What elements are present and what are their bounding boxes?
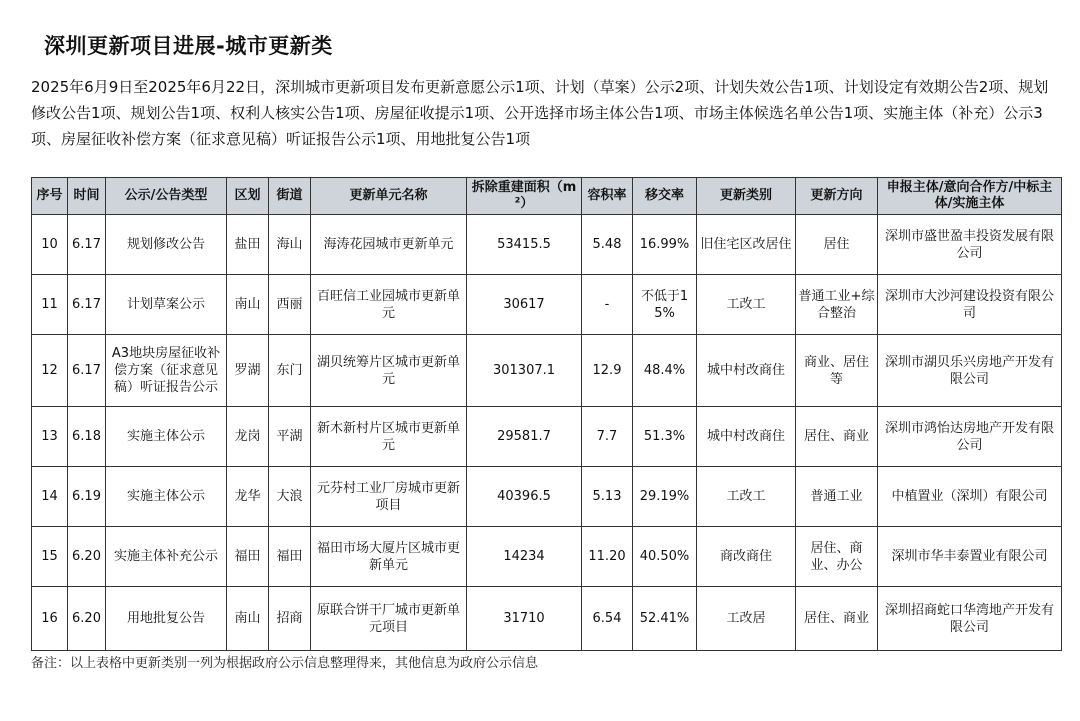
cell-notice-type: 实施主体公示 (106, 467, 227, 527)
cell-far: 7.7 (582, 407, 633, 467)
cell-index: 12 (32, 335, 68, 407)
cell-area: 53415.5 (467, 215, 582, 275)
cell-far: 5.13 (582, 467, 633, 527)
cell-notice-type: 规划修改公告 (106, 215, 227, 275)
cell-transfer-rate: 48.4% (633, 335, 697, 407)
cell-direction: 居住 (796, 215, 878, 275)
cell-entity: 深圳市鸿怡达房地产开发有限公司 (878, 407, 1062, 467)
col-header-area: 拆除重建面积（m²） (467, 178, 582, 215)
cell-unit-name: 福田市场大厦片区城市更新单元 (311, 527, 467, 587)
cell-street: 平湖 (269, 407, 311, 467)
cell-direction: 居住、商业、办公 (796, 527, 878, 587)
cell-unit-name: 新木新村片区城市更新单元 (311, 407, 467, 467)
table-row (32, 335, 1062, 407)
cell-transfer-rate: 16.99% (633, 215, 697, 275)
cell-date: 6.19 (68, 467, 106, 527)
cell-district: 龙岗 (227, 407, 269, 467)
cell-area: 29581.7 (467, 407, 582, 467)
cell-street: 大浪 (269, 467, 311, 527)
cell-date: 6.17 (68, 335, 106, 407)
cell-unit-name: 湖贝统筹片区城市更新单元 (311, 335, 467, 407)
col-header-direction: 更新方向 (796, 178, 878, 215)
cell-direction: 普通工业 (796, 467, 878, 527)
col-header-notice-type: 公示/公告类型 (106, 178, 227, 215)
table-row (32, 467, 1062, 527)
col-header-index: 序号 (32, 178, 68, 215)
cell-category: 旧住宅区改居住 (697, 215, 796, 275)
cell-entity: 中植置业（深圳）有限公司 (878, 467, 1062, 527)
col-header-unit-name: 更新单元名称 (311, 178, 467, 215)
cell-street: 东门 (269, 335, 311, 407)
col-header-date: 时间 (68, 178, 106, 215)
cell-direction: 商业、居住等 (796, 335, 878, 407)
col-header-far: 容积率 (582, 178, 633, 215)
cell-street: 海山 (269, 215, 311, 275)
cell-unit-name: 元芬村工业厂房城市更新项目 (311, 467, 467, 527)
cell-notice-type: 用地批复公告 (106, 587, 227, 651)
cell-index: 15 (32, 527, 68, 587)
cell-date: 6.18 (68, 407, 106, 467)
cell-index: 11 (32, 275, 68, 335)
cell-unit-name: 原联合饼干厂城市更新单元项目 (311, 587, 467, 651)
cell-index: 14 (32, 467, 68, 527)
cell-district: 南山 (227, 275, 269, 335)
cell-district: 罗湖 (227, 335, 269, 407)
cell-area: 40396.5 (467, 467, 582, 527)
cell-entity: 深圳市大沙河建设投资有限公司 (878, 275, 1062, 335)
cell-direction: 居住、商业 (796, 407, 878, 467)
cell-far: 6.54 (582, 587, 633, 651)
cell-area: 14234 (467, 527, 582, 587)
col-header-district: 区划 (227, 178, 269, 215)
cell-district: 龙华 (227, 467, 269, 527)
cell-district: 盐田 (227, 215, 269, 275)
cell-entity: 深圳市盛世盈丰投资发展有限公司 (878, 215, 1062, 275)
cell-district: 南山 (227, 587, 269, 651)
col-header-street: 街道 (269, 178, 311, 215)
cell-far: 11.20 (582, 527, 633, 587)
col-header-category: 更新类别 (697, 178, 796, 215)
cell-district: 福田 (227, 527, 269, 587)
cell-index: 16 (32, 587, 68, 651)
table-row (32, 587, 1062, 651)
cell-transfer-rate: 52.41% (633, 587, 697, 651)
page-title: 深圳更新项目进展-城市更新类 (44, 34, 333, 58)
cell-direction: 普通工业+综合整治 (796, 275, 878, 335)
col-header-entity: 申报主体/意向合作方/中标主体/实施主体 (878, 178, 1062, 215)
table-row (32, 527, 1062, 587)
cell-far: 5.48 (582, 215, 633, 275)
cell-date: 6.17 (68, 275, 106, 335)
cell-transfer-rate: 不低于15% (633, 275, 697, 335)
col-header-transfer-rate: 移交率 (633, 178, 697, 215)
cell-date: 6.20 (68, 587, 106, 651)
cell-area: 31710 (467, 587, 582, 651)
cell-transfer-rate: 40.50% (633, 527, 697, 587)
cell-notice-type: A3地块房屋征收补偿方案（征求意见稿）听证报告公示 (106, 335, 227, 407)
cell-direction: 居住、商业 (796, 587, 878, 651)
cell-date: 6.17 (68, 215, 106, 275)
cell-transfer-rate: 51.3% (633, 407, 697, 467)
cell-street: 福田 (269, 527, 311, 587)
cell-area: 30617 (467, 275, 582, 335)
footnote: 备注：以上表格中更新类别一列为根据政府公示信息整理得来，其他信息为政府公示信息 (31, 656, 539, 671)
cell-notice-type: 实施主体公示 (106, 407, 227, 467)
cell-transfer-rate: 29.19% (633, 467, 697, 527)
cell-unit-name: 海涛花园城市更新单元 (311, 215, 467, 275)
cell-area: 301307.1 (467, 335, 582, 407)
cell-far: 12.9 (582, 335, 633, 407)
cell-unit-name: 百旺信工业园城市更新单元 (311, 275, 467, 335)
summary-paragraph: 2025年6月9日至2025年6月22日，深圳城市更新项目发布更新意愿公示1项、计划（草案）公示2项、计划失效公告1项、计划设定有效期公告2项、规划修改公告1项、规划公告1项、权利人核实公告1项、房屋征收提示1项、公开选择市场主体公告1项、市场主体候选名单公告1项、实施主体（补充）公示3项、房屋征收补偿方案（征求意见稿）听证报告公示1项、用地批复公告1项 (31, 78, 1049, 148)
table-header-row (32, 178, 1062, 215)
cell-notice-type: 实施主体补充公示 (106, 527, 227, 587)
cell-entity: 深圳市湖贝乐兴房地产开发有限公司 (878, 335, 1062, 407)
cell-index: 13 (32, 407, 68, 467)
cell-far: - (582, 275, 633, 335)
cell-notice-type: 计划草案公示 (106, 275, 227, 335)
cell-category: 工改工 (697, 467, 796, 527)
cell-category: 城中村改商住 (697, 335, 796, 407)
cell-category: 工改工 (697, 275, 796, 335)
cell-entity: 深圳招商蛇口华湾地产开发有限公司 (878, 587, 1062, 651)
cell-category: 商改商住 (697, 527, 796, 587)
cell-street: 招商 (269, 587, 311, 651)
cell-category: 城中村改商住 (697, 407, 796, 467)
cell-entity: 深圳市华丰泰置业有限公司 (878, 527, 1062, 587)
table-row (32, 275, 1062, 335)
cell-street: 西丽 (269, 275, 311, 335)
cell-index: 10 (32, 215, 68, 275)
table-row (32, 215, 1062, 275)
cell-date: 6.20 (68, 527, 106, 587)
projects-table (31, 177, 1062, 651)
table-row (32, 407, 1062, 467)
cell-category: 工改居 (697, 587, 796, 651)
